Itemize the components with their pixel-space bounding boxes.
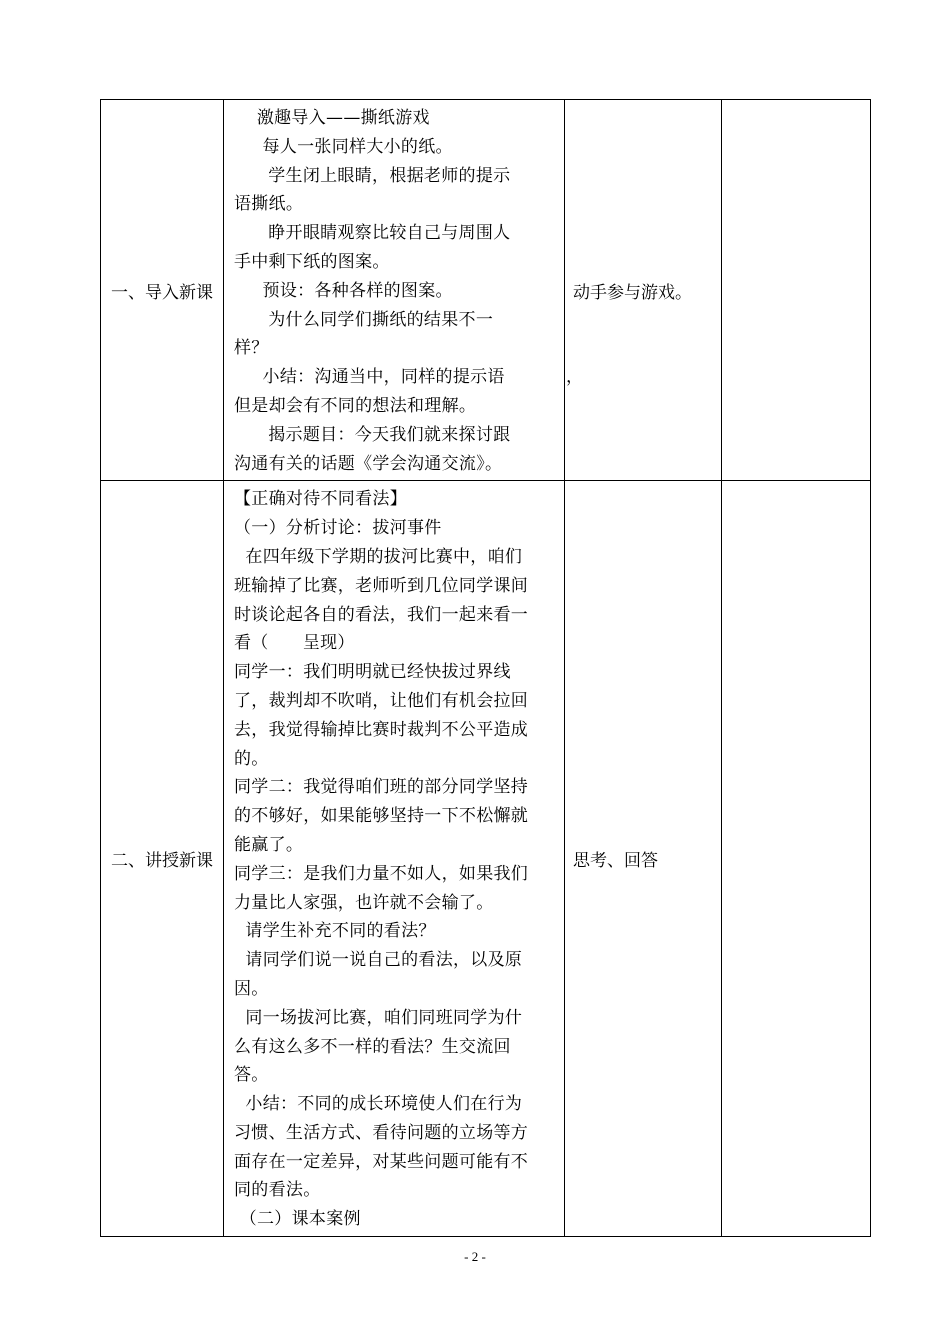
content-line: 因。	[234, 978, 269, 999]
content-line: 班输掉了比赛，老师听到几位同学课间	[234, 575, 529, 596]
content-line: 揭示题目：今天我们就来探讨跟	[234, 424, 511, 445]
content-line: （一）分析讨论：拔河事件	[234, 518, 442, 539]
stage-cell-intro	[101, 100, 224, 481]
teaching-content	[224, 481, 564, 1236]
content-line: 习惯、生活方式、看待问题的立场等方	[234, 1122, 529, 1143]
content-cell-teaching	[224, 481, 565, 1237]
content-line: 同学二：我觉得咱们班的部分同学坚持	[234, 777, 529, 798]
content-line: 答。	[234, 1065, 269, 1086]
content-cell-intro	[224, 100, 565, 481]
content-line: 沟通有关的话题《学会沟通交流》。	[234, 453, 503, 474]
notes-cell-intro	[722, 100, 871, 481]
content-line: 的不够好，如果能够坚持一下不松懈就	[234, 806, 529, 827]
content-line: 样？	[234, 338, 269, 359]
content-line: 小结：沟通当中，同样的提示语	[234, 367, 505, 388]
content-line: 每人一张同样大小的纸。	[234, 136, 453, 157]
content-line: 看（ 呈现）	[234, 633, 355, 654]
content-line: 请同学们说一说自己的看法，以及原	[234, 950, 523, 971]
stray-comma-mark: ，	[566, 367, 583, 387]
content-line: 但是却会有不同的想法和理解。	[234, 395, 477, 416]
content-line: 同学三：是我们力量不如人，如果我们	[234, 863, 529, 884]
notes-cell-teaching	[722, 481, 871, 1237]
content-line: 为什么同学们撕纸的结果不一	[234, 309, 494, 330]
content-line: 睁开眼睛观察比较自己与周围人	[234, 223, 511, 244]
student-activity: 思考、回答	[573, 851, 658, 872]
teaching-content	[224, 100, 564, 480]
content-line: 在四年级下学期的拔河比赛中，咱们	[234, 546, 523, 567]
content-line: 了，裁判却不吹哨，让他们有机会拉回	[234, 690, 529, 711]
content-line: （二）课本案例	[234, 1209, 361, 1230]
content-line: 力量比人家强，也许就不会输了。	[234, 892, 494, 913]
table-row	[101, 481, 871, 1237]
content-line: 小结：不同的成长环境使人们在行为	[234, 1094, 523, 1115]
content-line: 同学一：我们明明就已经快拔过界线	[234, 662, 511, 683]
content-line: 请学生补充不同的看法？	[234, 921, 436, 942]
content-line: 【正确对待不同看法】	[234, 489, 407, 510]
content-line: 时谈论起各自的看法，我们一起来看一	[234, 604, 529, 625]
stage-label: 二、讲授新课	[111, 851, 213, 872]
content-line: 么有这么多不一样的看法？生交流回	[234, 1036, 511, 1057]
content-line: 语撕纸。	[234, 194, 304, 215]
content-line: 能赢了。	[234, 834, 304, 855]
content-line: 去，我觉得输掉比赛时裁判不公平造成	[234, 719, 529, 740]
content-line: 学生闭上眼睛，根据老师的提示	[234, 165, 511, 186]
content-line: 的。	[234, 748, 269, 769]
lesson-plan-table	[100, 99, 871, 1237]
student-activity-cell-intro	[565, 100, 722, 481]
page-number: - 2 -	[464, 1249, 486, 1264]
content-line: 面存在一定差异，对某些问题可能有不	[234, 1151, 529, 1172]
content-line: 手中剩下纸的图案。	[234, 251, 390, 272]
content-line: 同的看法。	[234, 1180, 321, 1201]
stage-cell-teaching	[101, 481, 224, 1237]
content-line: 激趣导入——撕纸游戏	[234, 108, 430, 128]
student-activity-cell-teaching	[565, 481, 722, 1237]
stage-label: 一、导入新课	[111, 282, 213, 303]
table-row	[101, 100, 871, 481]
student-activity: 动手参与游戏。	[573, 282, 692, 303]
content-line: 预设：各种各样的图案。	[234, 280, 453, 301]
content-line: 同一场拔河比赛，咱们同班同学为什	[234, 1007, 523, 1028]
